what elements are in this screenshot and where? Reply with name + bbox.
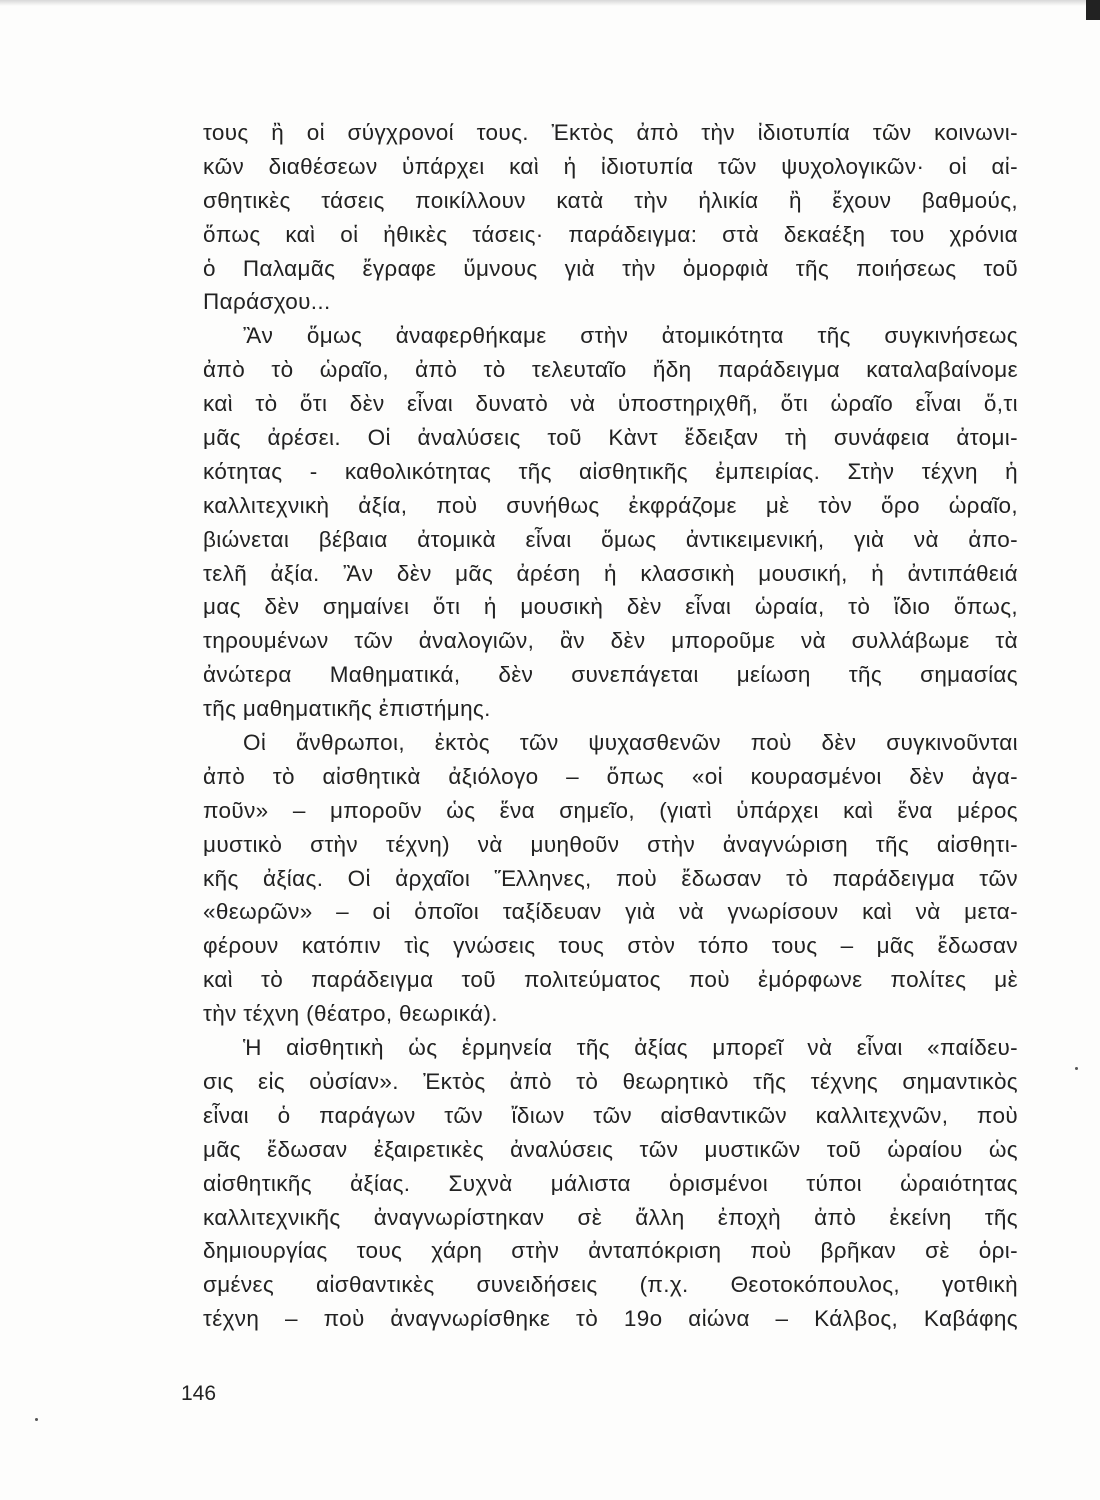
text-line: καὶ τὸ παράδειγμα τοῦ πολιτεύματος ποὺ ἐμόρφωνε πολίτες μὲ	[203, 967, 1018, 993]
scan-speck	[35, 1418, 38, 1421]
text-line: τους ἢ οἱ σύγχρονοί τους. Ἐκτὸς ἀπὸ τὴν ἰδιοτυπία τῶν κοινωνι-	[203, 120, 1018, 145]
text-line: μᾶς ἀρέσει. Οἱ ἀναλύσεις τοῦ Κὰντ ἔδειξαν τὴ συνάφεια ἀτομι-	[203, 425, 1018, 451]
text-line: ποῦν» – μποροῦν ὡς ἕνα σημεῖο, (γιατὶ ὑπάρχει καὶ ἕνα μέρος	[203, 797, 1018, 823]
text-line: τηρουμένων τῶν ἀναλογιῶν, ἂν δὲν μποροῦμε νὰ συλλάβωμε τὰ	[203, 628, 1018, 654]
text-line: αἰσθητικῆς ἀξίας. Συχνὰ μάλιστα ὁρισμένοι τύποι ὡραιότητας	[203, 1170, 1018, 1196]
text-line: κῆς ἀξίας. Οἱ ἀρχαῖοι Ἕλληνες, ποὺ ἔδωσαν τὸ παράδειγμα τῶν	[203, 865, 1018, 891]
text-line: καλλιτεχνικὴ ἀξία, ποὺ συνήθως ἐκφράζομε μὲ τὸν ὅρο ὡραῖο,	[203, 492, 1018, 518]
text-line: μᾶς ἔδωσαν ἐξαιρετικὲς ἀναλύσεις τῶν μυστικῶν τοῦ ὡραίου ὡς	[203, 1136, 1018, 1162]
text-line: δημιουργίας τους χάρη στὴν ἀνταπόκριση ποὺ βρῆκαν σὲ ὁρι-	[203, 1238, 1018, 1264]
text-line: ἀνώτερα Μαθηματικά, δὲν συνεπάγεται μείωση τῆς σημασίας	[203, 662, 1018, 688]
text-line: κῶν διαθέσεων ὑπάρχει καὶ ἡ ἰδιοτυπία τῶν ψυχολογικῶν· οἱ αἰ-	[203, 153, 1018, 179]
text-line: ἀπὸ τὸ ὡραῖο, ἀπὸ τὸ τελευταῖο ἤδη παράδειγμα καταλαβαίνομε	[203, 357, 1018, 383]
body-text	[203, 116, 1018, 1336]
text-line: μας δὲν σημαίνει ὅτι ἡ μουσικὴ δὲν εἶναι ὡραία, τὸ ἴδιο ὅπως,	[203, 594, 1018, 620]
text-line: τῆς μαθηματικῆς ἐπιστήμης.	[203, 696, 491, 722]
text-line: Ἂν ὅμως ἀναφερθήκαμε στὴν ἀτομικότητα τῆς συγκινήσεως	[243, 323, 1018, 349]
paragraph	[203, 726, 1018, 1031]
page-top-edge	[0, 0, 1100, 6]
text-line: ὁ Παλαμᾶς ἔγραφε ὕμνους γιὰ τὴν ὀμορφιὰ τῆς ποιήσεως τοῦ	[203, 255, 1018, 281]
paragraph	[203, 1031, 1018, 1336]
text-line: φέρουν κατόπιν τὶς γνώσεις τους στὸν τόπο τους – μᾶς ἔδωσαν	[203, 933, 1018, 959]
text-line: Ἡ αἰσθητικὴ ὡς ἑρμηνεία τῆς ἀξίας μπορεῖ νὰ εἶναι «παίδευ-	[243, 1035, 1018, 1061]
text-line: σθητικὲς τάσεις ποικίλλουν κατὰ τὴν ἡλικία ἢ ἔχουν βαθμούς,	[203, 187, 1018, 213]
text-line: Οἱ ἄνθρωποι, ἐκτὸς τῶν ψυχασθενῶν ποὺ δὲν συγκινοῦνται	[243, 730, 1018, 756]
text-line: Παράσχου...	[203, 289, 331, 315]
text-line: «θεωρῶν» – οἱ ὁποῖοι ταξίδευαν γιὰ νὰ γνωρίσουν καὶ νὰ μετα-	[203, 899, 1018, 925]
text-line: βιώνεται βέβαια ἀτομικὰ εἶναι ὅμως ἀντικειμενική, γιὰ νὰ ἀπο-	[203, 526, 1018, 552]
text-line: καλλιτεχνικῆς ἀναγνωρίστηκαν σὲ ἄλλη ἐποχὴ ἀπὸ ἐκείνη τῆς	[203, 1204, 1018, 1230]
scan-corner-shadow	[1086, 0, 1100, 20]
text-line: κότητας - καθολικότητας τῆς αἰσθητικῆς ἐμπειρίας. Στὴν τέχνη ἡ	[203, 458, 1018, 484]
text-line: μυστικὸ στὴν τέχνη) νὰ μυηθοῦν στὴν ἀναγνώριση τῆς αἰσθητι-	[203, 831, 1018, 857]
text-line: καὶ τὸ ὅτι δὲν εἶναι δυνατὸ νὰ ὑποστηριχθῆ, ὅτι ὡραῖο εἶναι ὅ,τι	[203, 391, 1018, 417]
text-line: ἀπὸ τὸ αἰσθητικὰ ἀξιόλογο – ὅπως «οἱ κουρασμένοι δὲν ἀγα-	[203, 763, 1018, 789]
text-line: σμένες αἰσθαντικὲς συνειδήσεις (π.χ. Θεοτοκόπουλος, γοτθικὴ	[203, 1272, 1018, 1298]
text-line: ὅπως καὶ οἱ ἠθικὲς τάσεις· παράδειγμα: στὰ δεκαέξη του χρόνια	[203, 221, 1018, 247]
text-line: σις εἰς οὐσίαν». Ἐκτὸς ἀπὸ τὸ θεωρητικὸ τῆς τέχνης σημαντικὸς	[203, 1068, 1018, 1094]
paragraph	[203, 116, 1018, 319]
text-line: τελῆ ἀξία. Ἂν δὲν μᾶς ἀρέση ἡ κλασσικὴ μουσική, ἡ ἀντιπάθειά	[203, 560, 1018, 586]
text-line: τέχνη – ποὺ ἀναγνωρίσθηκε τὸ 19ο αἰώνα – Κάλβος, Καβάφης	[203, 1306, 1018, 1332]
text-line: εἶναι ὁ παράγων τῶν ἴδιων τῶν αἰσθαντικῶν καλλιτεχνῶν, ποὺ	[203, 1102, 1018, 1128]
paragraph	[203, 319, 1018, 726]
page-number: 146	[181, 1382, 217, 1405]
scan-speck	[1075, 1067, 1078, 1070]
text-line: τὴν τέχνη (θέατρο, θεωρικά).	[203, 1001, 498, 1027]
